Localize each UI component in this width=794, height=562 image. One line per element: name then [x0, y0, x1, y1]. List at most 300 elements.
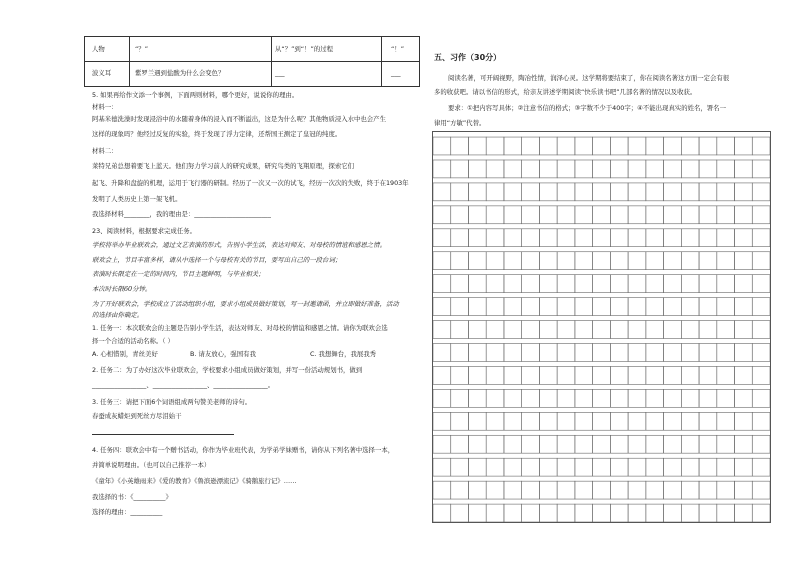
grid-cell — [681, 229, 699, 247]
grid-cell — [610, 229, 628, 247]
grid-cell — [433, 412, 451, 430]
grid-cell — [628, 389, 646, 407]
grid-cell — [735, 458, 753, 476]
grid-cell — [699, 389, 717, 407]
grid-cell — [735, 183, 753, 201]
grid-cell — [522, 321, 540, 339]
grid-cell — [539, 298, 557, 316]
grid-cell — [699, 298, 717, 316]
composition-intro: 阅读名著，可开阔视野，陶冶性情，润泽心灵。这学期将要结束了，你在阅读名著这方面一定会有很 — [448, 74, 730, 82]
grid-cell — [717, 412, 735, 430]
grid-cell — [628, 137, 646, 155]
grid-cell — [539, 366, 557, 384]
grid-cell — [468, 321, 486, 339]
grid-cell — [646, 160, 664, 178]
grid-cell — [468, 504, 486, 522]
grid-cell — [433, 389, 451, 407]
grid-cell — [575, 275, 593, 293]
grid-cell — [681, 481, 699, 499]
grid-cell — [522, 183, 540, 201]
grid-cell — [557, 344, 575, 362]
grid-cell — [664, 252, 682, 270]
grid-cell — [717, 458, 735, 476]
grid-cell — [504, 321, 522, 339]
grid-cell — [504, 435, 522, 453]
writing-grid[interactable] — [432, 131, 771, 523]
grid-cell — [593, 321, 611, 339]
grid-cell — [575, 160, 593, 178]
grid-cell — [593, 137, 611, 155]
grid-cell — [646, 137, 664, 155]
material-2-title: 材料二： — [92, 147, 118, 155]
grid-cell — [735, 298, 753, 316]
grid-cell — [593, 389, 611, 407]
grid-cell — [681, 458, 699, 476]
grid-cell — [681, 344, 699, 362]
grid-cell — [433, 298, 451, 316]
grid-cell — [610, 458, 628, 476]
grid-cell — [752, 229, 770, 247]
grid-cell — [557, 389, 575, 407]
grid-cell — [468, 206, 486, 224]
grid-cell — [486, 137, 504, 155]
grid-cell — [699, 206, 717, 224]
grid-cell — [593, 183, 611, 201]
grid-cell — [752, 458, 770, 476]
grid-cell — [735, 275, 753, 293]
grid-cell — [628, 344, 646, 362]
q23-prompt: 23、阅读材料，根据要求完成任务。 — [92, 227, 196, 235]
grid-cell — [735, 412, 753, 430]
grid-cell — [610, 389, 628, 407]
grid-cell — [557, 229, 575, 247]
grid-cell — [646, 183, 664, 201]
grid-cell — [664, 275, 682, 293]
grid-cell — [699, 252, 717, 270]
grid-cell — [735, 321, 753, 339]
grid-cell — [610, 206, 628, 224]
table-blank[interactable]: ___ — [275, 69, 285, 77]
chosen-book-line[interactable]: 我选择的书：《__________》 — [92, 493, 172, 501]
grid-cell — [628, 412, 646, 430]
grid-cell — [504, 252, 522, 270]
grid-cell — [575, 481, 593, 499]
grid-cell — [752, 435, 770, 453]
grid-cell — [717, 366, 735, 384]
grid-cell — [504, 412, 522, 430]
grid-cell — [646, 252, 664, 270]
grid-cell — [575, 298, 593, 316]
grid-cell — [468, 344, 486, 362]
grid-cell — [735, 504, 753, 522]
grid-cell — [610, 481, 628, 499]
grid-cell — [433, 252, 451, 270]
grid-cell — [681, 366, 699, 384]
grid-cell — [451, 344, 469, 362]
grid-cell — [522, 504, 540, 522]
task-1: 1. 任务一：本次联欢会的主题是告别小学生活，表达对师友、对母校的情谊和感恩之情。请你为联欢会选 — [92, 324, 388, 332]
info-table — [84, 36, 420, 87]
task-1-blank[interactable]: 择一个合适的活动名称。（ ） — [92, 337, 174, 345]
table-blank[interactable]: ___ — [391, 69, 401, 77]
grid-cell — [557, 206, 575, 224]
grid-cell — [699, 435, 717, 453]
grid-cell — [646, 435, 664, 453]
grid-cell — [468, 366, 486, 384]
table-cell: “？” — [135, 45, 149, 53]
task-4-line2: 并简单说明理由。（也可以自己推荐一本） — [92, 461, 211, 469]
grid-cell — [522, 229, 540, 247]
grid-cell — [752, 252, 770, 270]
grid-cell — [451, 275, 469, 293]
grid-cell — [504, 504, 522, 522]
grid-cell — [752, 206, 770, 224]
grid-cell — [628, 206, 646, 224]
grid-cell — [735, 481, 753, 499]
grid-cell — [433, 206, 451, 224]
grid-cell — [468, 160, 486, 178]
grid-cell — [752, 321, 770, 339]
grid-cell — [557, 412, 575, 430]
grid-cell — [468, 389, 486, 407]
reason-line[interactable]: 选择的理由：__________ — [92, 508, 163, 516]
q5-answer-line[interactable]: 我选择材料________，我的理由是：________________________ — [92, 210, 271, 218]
grid-cell — [735, 160, 753, 178]
grid-cell — [539, 252, 557, 270]
grid-cell — [664, 298, 682, 316]
grid-cell — [681, 206, 699, 224]
grid-cell — [628, 366, 646, 384]
material-1-text: 阿基米德洗澡时发现浸浴中的水随着身体的浸入而不断溢出，这是为什么呢？其他物质浸入水中也会产生 — [92, 115, 386, 123]
grid-cell — [522, 298, 540, 316]
table-cell: 从“？”到“！”的过程 — [275, 45, 333, 53]
grid-cell — [522, 344, 540, 362]
grid-cell — [539, 275, 557, 293]
grid-cell — [504, 389, 522, 407]
grid-cell — [681, 298, 699, 316]
grid-cell — [610, 504, 628, 522]
grid-cell — [557, 458, 575, 476]
composition-requirements: 要求：①把内容写具体；②注意书信的格式；③字数不少于400字；④不能出现真实的姓名，署名一 — [448, 104, 726, 112]
grid-cell — [628, 275, 646, 293]
grid-cell — [610, 160, 628, 178]
grid-cell — [664, 389, 682, 407]
grid-cell — [664, 206, 682, 224]
grid-cell — [539, 458, 557, 476]
grid-cell — [664, 229, 682, 247]
grid-cell — [646, 229, 664, 247]
grid-cell — [504, 481, 522, 499]
grid-cell — [646, 321, 664, 339]
grid-cell — [575, 366, 593, 384]
grid-cell — [486, 366, 504, 384]
composition-intro: 多的收获吧。请以书信的形式，给亲友讲述学期阅读“快乐读书吧”几部名著的情况以及收获。 — [434, 88, 697, 96]
grid-cell — [468, 252, 486, 270]
grid-cell — [628, 504, 646, 522]
grid-cell — [664, 412, 682, 430]
grid-cell — [468, 481, 486, 499]
grid-cell — [433, 321, 451, 339]
grid-cell — [451, 412, 469, 430]
grid-cell — [451, 458, 469, 476]
grid-cell — [486, 389, 504, 407]
grid-cell — [451, 389, 469, 407]
grid-cell — [486, 344, 504, 362]
grid-cell — [468, 275, 486, 293]
grid-cell — [433, 435, 451, 453]
grid-cell — [717, 137, 735, 155]
grid-cell — [522, 435, 540, 453]
grid-cell — [681, 412, 699, 430]
grid-cell — [575, 321, 593, 339]
material-2-text: 发明了人类历史上第一架飞机。 — [92, 195, 182, 203]
grid-cell — [522, 481, 540, 499]
grid-cell — [593, 160, 611, 178]
option-b[interactable]: B. 请友放心，强国有我 — [190, 350, 256, 358]
grid-cell — [433, 504, 451, 522]
grid-cell — [664, 435, 682, 453]
grid-cell — [539, 160, 557, 178]
grid-cell — [504, 366, 522, 384]
grid-lines — [433, 132, 770, 522]
grid-cell — [486, 160, 504, 178]
grid-cell — [735, 137, 753, 155]
grid-cell — [699, 481, 717, 499]
grid-cell — [539, 412, 557, 430]
grid-cell — [433, 344, 451, 362]
grid-cell — [468, 137, 486, 155]
grid-cell — [433, 458, 451, 476]
grid-cell — [717, 435, 735, 453]
grid-cell — [699, 344, 717, 362]
grid-cell — [557, 160, 575, 178]
grid-cell — [575, 183, 593, 201]
grid-cell — [575, 229, 593, 247]
grid-cell — [539, 183, 557, 201]
grid-cell — [610, 344, 628, 362]
grid-cell — [486, 458, 504, 476]
task-3: 3. 任务三：请把下面6个词语组成两句赞美老师的诗句。 — [92, 398, 252, 406]
grid-cell — [486, 435, 504, 453]
grid-cell — [451, 321, 469, 339]
grid-cell — [593, 252, 611, 270]
grid-cell — [522, 252, 540, 270]
option-c[interactable]: C. 我想舞台，我展我秀 — [310, 350, 377, 358]
grid-cell — [486, 321, 504, 339]
grid-cell — [628, 183, 646, 201]
grid-cell — [522, 137, 540, 155]
grid-cell — [717, 160, 735, 178]
grid-cell — [610, 435, 628, 453]
grid-cell — [717, 183, 735, 201]
grid-cell — [681, 435, 699, 453]
grid-cell — [735, 389, 753, 407]
grid-cell — [557, 504, 575, 522]
grid-cell — [646, 298, 664, 316]
grid-cell — [717, 344, 735, 362]
grid-cell — [486, 298, 504, 316]
grid-cell — [628, 435, 646, 453]
grid-cell — [664, 321, 682, 339]
grid-cell — [717, 481, 735, 499]
grid-cell — [522, 458, 540, 476]
q23-material: 为了开好联欢会，学校成立了活动组织小组，要求小组成员做好策划，写一封邀请函，并立即做好准备，活动 — [92, 300, 399, 308]
task-3-words: 春蚕成灰蜡炬到死丝方尽泪始干 — [92, 412, 182, 420]
q5-prompt: 5. 如果再给作文添一个事例，下面两则材料，哪个更好，说说你的理由。 — [92, 91, 299, 99]
grid-cell — [752, 183, 770, 201]
grid-cell — [717, 252, 735, 270]
material-2-text: 莱特兄弟总想着要飞上蓝天。他们努力学习前人的研究成果，研究鸟类的飞翔原理，探索它们 — [92, 162, 355, 170]
grid-cell — [735, 435, 753, 453]
grid-cell — [681, 504, 699, 522]
table-cell: 波义耳 — [92, 69, 112, 77]
grid-cell — [717, 206, 735, 224]
grid-cell — [717, 321, 735, 339]
grid-cell — [664, 137, 682, 155]
grid-cell — [575, 458, 593, 476]
grid-cell — [717, 275, 735, 293]
grid-cell — [451, 160, 469, 178]
composition-requirements: 律用“方敏”代替。 — [434, 119, 486, 127]
grid-cell — [486, 229, 504, 247]
grid-cell — [752, 389, 770, 407]
grid-cell — [628, 160, 646, 178]
grid-cell — [681, 275, 699, 293]
grid-cell — [575, 206, 593, 224]
grid-cell — [593, 366, 611, 384]
grid-cell — [451, 481, 469, 499]
grid-cell — [717, 389, 735, 407]
grid-cell — [752, 504, 770, 522]
grid-cell — [699, 366, 717, 384]
grid-cell — [646, 481, 664, 499]
grid-cell — [664, 458, 682, 476]
grid-cell — [433, 366, 451, 384]
grid-cell — [486, 206, 504, 224]
grid-cell — [593, 206, 611, 224]
q23-material: 表演时长限定在一定的时间内，节目主题鲜明，与毕业相关； — [92, 270, 265, 278]
task-3-answer-line[interactable] — [92, 434, 234, 435]
grid-cell — [522, 412, 540, 430]
grid-cell — [610, 252, 628, 270]
grid-cell — [610, 412, 628, 430]
grid-cell — [451, 206, 469, 224]
grid-cell — [433, 229, 451, 247]
grid-cell — [664, 504, 682, 522]
grid-cell — [628, 458, 646, 476]
grid-cell — [557, 366, 575, 384]
grid-cell — [681, 389, 699, 407]
grid-cell — [522, 206, 540, 224]
grid-cell — [646, 206, 664, 224]
grid-cell — [752, 344, 770, 362]
grid-cell — [681, 137, 699, 155]
grid-cell — [699, 229, 717, 247]
grid-cell — [468, 412, 486, 430]
grid-cell — [575, 504, 593, 522]
q23-material: 联欢会上，节目丰富多样，请从中选择一个与母校有关的节目，要写出自己的一段台词； — [92, 256, 342, 264]
grid-cell — [681, 321, 699, 339]
grid-cell — [539, 321, 557, 339]
grid-cell — [717, 504, 735, 522]
grid-cell — [504, 183, 522, 201]
grid-cell — [646, 458, 664, 476]
grid-cell — [575, 412, 593, 430]
grid-cell — [628, 252, 646, 270]
grid-cell — [628, 298, 646, 316]
grid-cell — [646, 504, 664, 522]
grid-cell — [468, 458, 486, 476]
grid-cell — [486, 275, 504, 293]
grid-cell — [504, 160, 522, 178]
grid-cell — [752, 481, 770, 499]
grid-cell — [486, 252, 504, 270]
grid-cell — [557, 321, 575, 339]
grid-cell — [433, 137, 451, 155]
grid-cell — [664, 481, 682, 499]
grid-cell — [539, 389, 557, 407]
grid-cell — [664, 366, 682, 384]
grid-cell — [557, 137, 575, 155]
grid-cell — [593, 412, 611, 430]
grid-cell — [646, 275, 664, 293]
grid-cell — [717, 229, 735, 247]
grid-cell — [575, 389, 593, 407]
grid-cell — [539, 229, 557, 247]
grid-cell — [752, 160, 770, 178]
grid-cell — [539, 504, 557, 522]
grid-cell — [486, 481, 504, 499]
grid-cell — [468, 229, 486, 247]
grid-cell — [468, 298, 486, 316]
material-1-text: 这样的现象吗？他经过反复的实验，终于发现了浮力定律，还帮国王测定了皇冠的纯度。 — [92, 130, 342, 138]
grid-cell — [664, 183, 682, 201]
grid-cell — [699, 412, 717, 430]
grid-cell — [593, 504, 611, 522]
grid-cell — [717, 298, 735, 316]
grid-cell — [539, 435, 557, 453]
grid-cell — [628, 321, 646, 339]
task-4: 4. 任务四：联欢会中有一个赠书活动，你作为毕业班代表，为学弟学妹赠书，请你从下列名著中选择一本， — [92, 446, 395, 454]
grid-cell — [522, 275, 540, 293]
grid-cell — [451, 183, 469, 201]
grid-cell — [557, 298, 575, 316]
grid-cell — [610, 321, 628, 339]
section-5-heading: 五、习作（30分） — [434, 53, 502, 62]
grid-cell — [433, 183, 451, 201]
grid-cell — [504, 229, 522, 247]
book-list: 《童年》《小英雄雨来》《爱的教育》《鲁滨逊漂流记》《骑鹅旅行记》…… — [92, 477, 297, 485]
grid-cell — [504, 137, 522, 155]
grid-cell — [699, 504, 717, 522]
grid-cell — [522, 366, 540, 384]
grid-cell — [451, 137, 469, 155]
grid-cell — [486, 504, 504, 522]
grid-cell — [593, 298, 611, 316]
grid-cell — [468, 183, 486, 201]
task-2-blanks[interactable]: _________________、_________________、_________________。 — [92, 381, 275, 389]
grid-cell — [628, 481, 646, 499]
grid-cell — [451, 435, 469, 453]
grid-cell — [504, 458, 522, 476]
grid-cell — [522, 160, 540, 178]
grid-cell — [557, 275, 575, 293]
grid-cell — [699, 321, 717, 339]
option-a[interactable]: A. 心相惜别，青丝美好 — [92, 350, 158, 358]
table-cell: 紫罗兰遇到盐酸为什么会变色？ — [135, 69, 225, 77]
grid-cell — [433, 160, 451, 178]
grid-cell — [575, 252, 593, 270]
